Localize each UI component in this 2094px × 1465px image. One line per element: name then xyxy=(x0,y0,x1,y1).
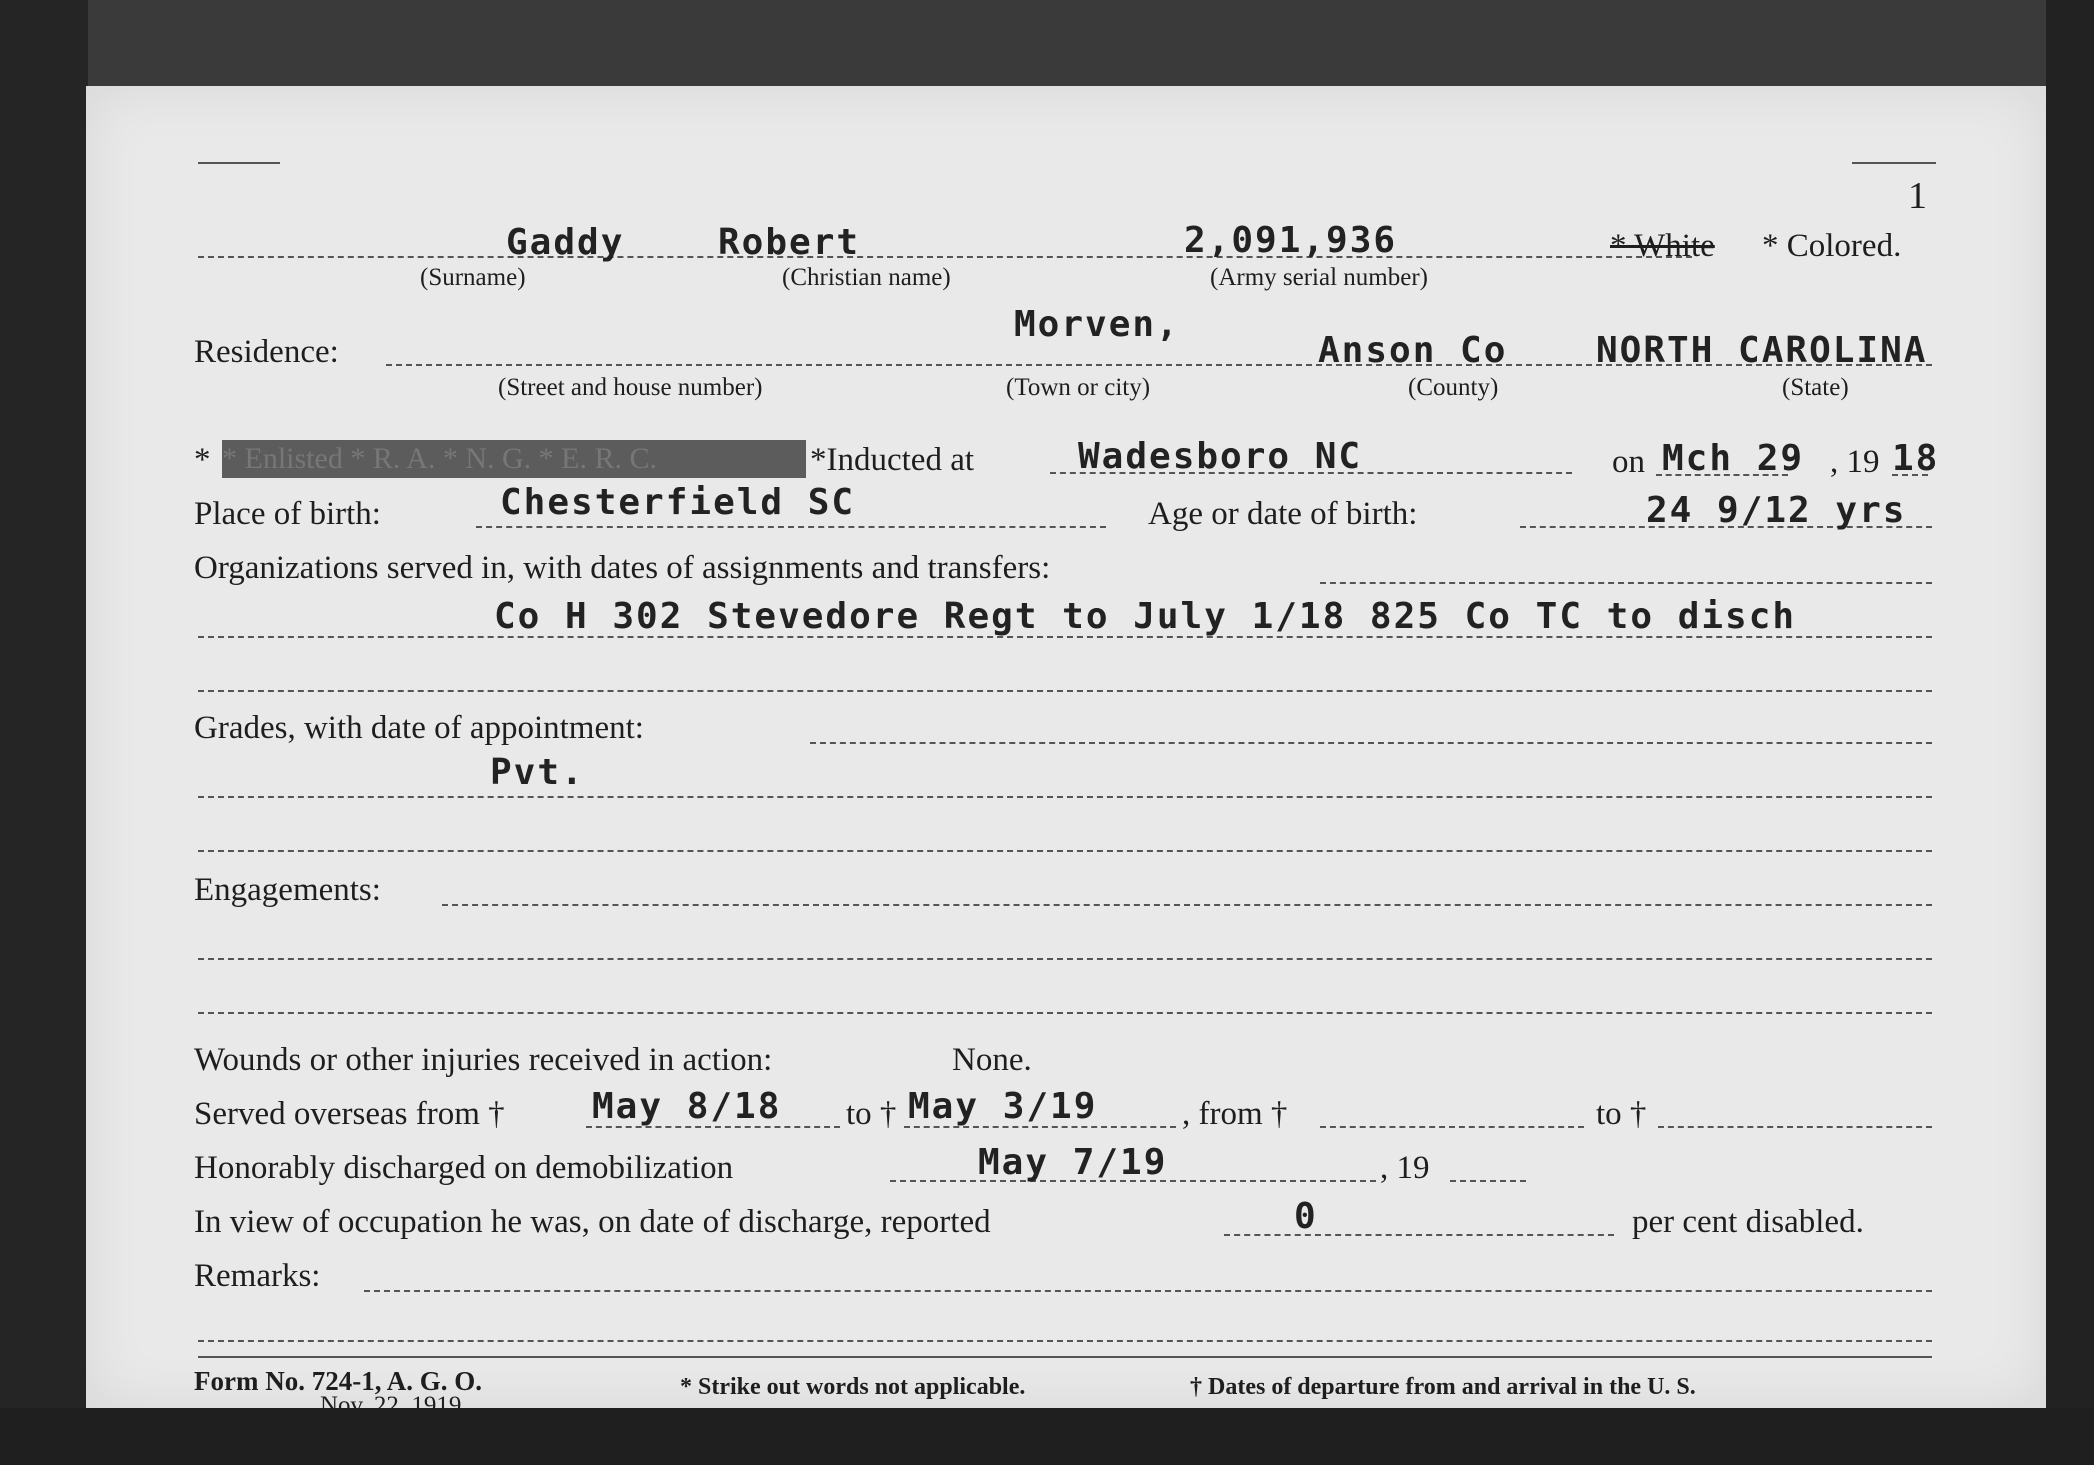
organizations-value: Co H 302 Stevedore Regt to July 1/18 825 Co TC to disch xyxy=(494,596,1797,637)
inducted-date-value: Mch 29 xyxy=(1662,438,1805,479)
struck-enlistment-options: * Enlisted * R. A. * N. G. * E. R. C. xyxy=(222,440,806,478)
inducted-place-value: Wadesboro NC xyxy=(1078,436,1363,477)
overseas-to-label: to † xyxy=(846,1096,897,1132)
asterisk-mark: * xyxy=(194,442,211,478)
grades-label: Grades, with date of appointment: xyxy=(194,710,644,746)
remarks-line-1 xyxy=(364,1290,1932,1292)
christian-name-value: Robert xyxy=(718,222,861,263)
discharge-year-label: , 19 xyxy=(1380,1150,1430,1186)
form-number: Form No. 724-1, A. G. O. xyxy=(194,1366,482,1396)
scan-background-bottom xyxy=(0,1408,2094,1465)
inducted-year-value: 18 xyxy=(1892,438,1940,479)
surname-caption: (Surname) xyxy=(420,264,526,291)
place-of-birth-value: Chesterfield SC xyxy=(500,482,856,523)
organizations-line-1 xyxy=(1320,582,1932,584)
town-caption: (Town or city) xyxy=(1006,374,1151,401)
engagements-line-1 xyxy=(442,904,1932,906)
age-value: 24 9/12 yrs xyxy=(1646,490,1907,531)
residence-state-value: NORTH CAROLINA xyxy=(1596,330,1928,371)
page-number: 1 xyxy=(1908,175,1927,217)
engagements-line-2 xyxy=(198,958,1932,960)
overseas-to2-line xyxy=(1658,1126,1932,1128)
footnote-dates: † Dates of departure from and arrival in the U. S. xyxy=(1190,1374,1696,1400)
place-of-birth-label: Place of birth: xyxy=(194,496,381,532)
footer-rule xyxy=(198,1356,1932,1358)
county-caption: (County) xyxy=(1408,374,1499,401)
residence-label: Residence: xyxy=(194,334,339,370)
residence-town-value: Morven, xyxy=(1014,304,1180,345)
top-right-rule xyxy=(1852,162,1936,164)
disability-label: In view of occupation he was, on date of discharge, reported xyxy=(194,1204,991,1240)
disability-suffix: per cent disabled. xyxy=(1632,1204,1864,1240)
overseas-from2-line xyxy=(1320,1126,1584,1128)
grades-line-1 xyxy=(810,742,1932,744)
disability-value: 0 xyxy=(1294,1196,1318,1237)
race-colored-label: * Colored. xyxy=(1762,228,1902,264)
disability-line xyxy=(1224,1234,1614,1236)
street-caption: (Street and house number) xyxy=(498,374,763,401)
name-line xyxy=(198,256,1692,258)
overseas-to-value: May 3/19 xyxy=(908,1086,1098,1127)
residence-county-value: Anson Co xyxy=(1318,330,1508,371)
grades-value: Pvt. xyxy=(490,752,585,793)
overseas-from-label: Served overseas from † xyxy=(194,1096,505,1132)
wounds-label: Wounds or other injuries received in action: xyxy=(194,1042,773,1078)
organizations-label: Organizations served in, with dates of assignments and transfers: xyxy=(194,550,1051,586)
discharge-date-value: May 7/19 xyxy=(978,1142,1168,1183)
place-of-birth-line xyxy=(476,526,1106,528)
surname-value: Gaddy xyxy=(506,222,625,263)
remarks-label: Remarks: xyxy=(194,1258,321,1294)
inducted-at-label: *Inducted at xyxy=(810,442,975,478)
wounds-value: None. xyxy=(952,1042,1032,1078)
grades-line-2 xyxy=(198,796,1932,798)
state-caption: (State) xyxy=(1782,374,1849,401)
serial-number-caption: (Army serial number) xyxy=(1210,264,1428,291)
overseas-from2-label: , from † xyxy=(1182,1096,1288,1132)
scan-background-left xyxy=(0,0,88,1465)
organizations-line-3 xyxy=(198,690,1932,692)
remarks-line-2 xyxy=(198,1340,1932,1342)
service-record-card xyxy=(86,86,2046,1419)
form-date: Nov. 22, 1919. xyxy=(320,1392,468,1419)
top-left-rule xyxy=(198,162,280,164)
grades-line-3 xyxy=(198,850,1932,852)
serial-number-value: 2,091,936 xyxy=(1184,220,1398,261)
engagements-line-3 xyxy=(198,1012,1932,1014)
inducted-on-label: on xyxy=(1612,444,1645,480)
overseas-to2-label: to † xyxy=(1596,1096,1647,1132)
overseas-from-value: May 8/18 xyxy=(592,1086,782,1127)
age-label: Age or date of birth: xyxy=(1148,496,1418,532)
christian-name-caption: (Christian name) xyxy=(782,264,951,291)
discharge-label: Honorably discharged on demobilization xyxy=(194,1150,734,1186)
engagements-label: Engagements: xyxy=(194,872,381,908)
scan-background-top xyxy=(0,0,2094,86)
footnote-strike: * Strike out words not applicable. xyxy=(680,1374,1026,1400)
scan-background-right xyxy=(2046,0,2094,1465)
discharge-year-line xyxy=(1450,1180,1526,1182)
race-white-label: * White xyxy=(1610,228,1715,264)
inducted-year-prefix: , 19 xyxy=(1830,444,1880,480)
